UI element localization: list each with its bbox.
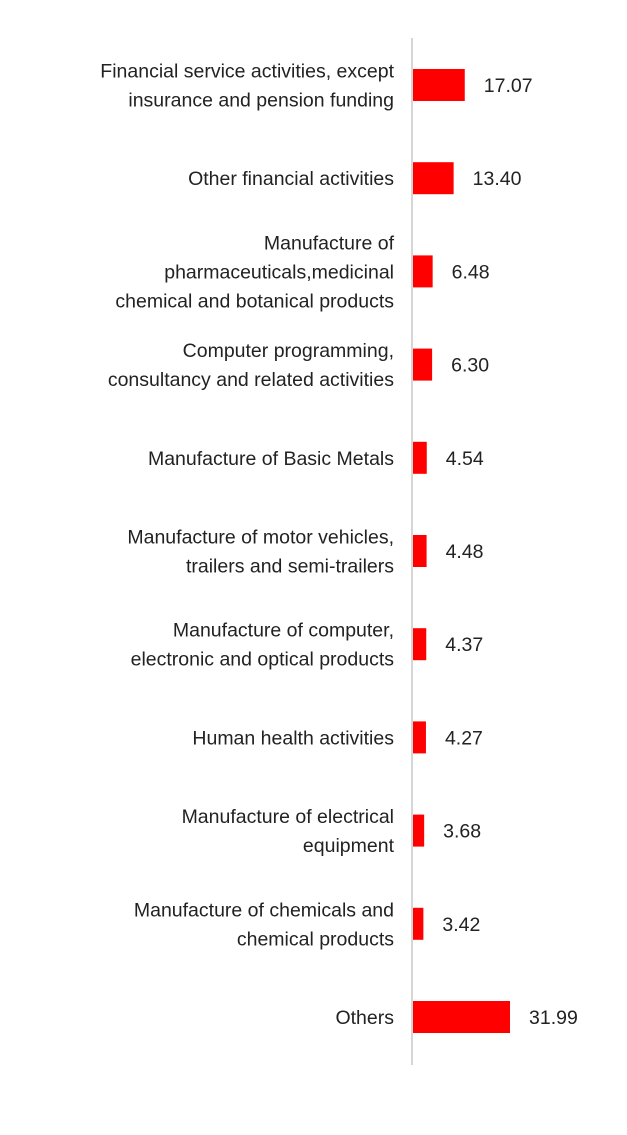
bar bbox=[413, 1001, 510, 1033]
category-label-line: pharmaceuticals,medicinal bbox=[164, 261, 394, 284]
category-label bbox=[100, 61, 394, 112]
value-label: 31.99 bbox=[529, 1007, 578, 1029]
bar bbox=[413, 349, 432, 381]
bar bbox=[413, 69, 465, 101]
category-label-line: Other financial activities bbox=[188, 168, 394, 191]
category-label bbox=[108, 340, 394, 391]
value-label: 3.68 bbox=[443, 820, 482, 843]
value-label: 17.07 bbox=[483, 75, 533, 97]
category-label-line: Manufacture of motor vehicles, bbox=[127, 526, 394, 549]
bar bbox=[413, 442, 427, 474]
category-label bbox=[182, 806, 395, 857]
category-label-line: Manufacture of electrical bbox=[181, 806, 394, 829]
category-label bbox=[131, 620, 395, 671]
category-label-line: trailers and semi-trailers bbox=[185, 555, 394, 578]
bar bbox=[413, 535, 427, 567]
bar bbox=[413, 162, 454, 194]
chart-marks bbox=[100, 61, 578, 1034]
value-label: 6.30 bbox=[451, 354, 490, 377]
value-label: 4.48 bbox=[445, 541, 484, 563]
category-label-line: Financial service activities, except bbox=[100, 60, 394, 83]
category-label bbox=[335, 1007, 394, 1029]
category-label-line: chemical products bbox=[236, 928, 394, 951]
bar bbox=[413, 721, 426, 753]
bar bbox=[413, 815, 424, 847]
category-label-line: Manufacture of bbox=[263, 232, 394, 255]
category-label-line: Others bbox=[335, 1007, 394, 1029]
category-label-line: Manufacture of computer, bbox=[172, 619, 394, 642]
category-label bbox=[188, 168, 394, 190]
category-label bbox=[192, 727, 394, 749]
value-label: 6.48 bbox=[451, 261, 490, 284]
bar bbox=[413, 255, 433, 287]
category-label-line: consultancy and related activities bbox=[107, 369, 394, 392]
category-label bbox=[148, 448, 394, 470]
category-label-line: electronic and optical products bbox=[130, 648, 394, 671]
category-label-line: Computer programming, bbox=[182, 340, 394, 363]
value-label: 4.27 bbox=[444, 727, 483, 750]
category-label-line: insurance and pension funding bbox=[128, 89, 394, 112]
category-label bbox=[134, 899, 394, 950]
category-label-line: Manufacture of chemicals and bbox=[133, 899, 394, 922]
category-label bbox=[127, 527, 394, 578]
category-label-line: Manufacture of Basic Metals bbox=[147, 447, 394, 470]
bar bbox=[413, 628, 426, 660]
value-label: 3.42 bbox=[442, 913, 481, 936]
category-label bbox=[115, 232, 394, 312]
category-label-line: equipment bbox=[302, 835, 394, 858]
value-label: 4.37 bbox=[445, 634, 484, 657]
category-label-line: chemical and botanical products bbox=[115, 290, 394, 313]
value-label: 13.40 bbox=[472, 168, 522, 191]
category-label-line: Human health activities bbox=[192, 727, 394, 750]
bar bbox=[413, 908, 423, 940]
value-label: 4.54 bbox=[445, 447, 484, 470]
